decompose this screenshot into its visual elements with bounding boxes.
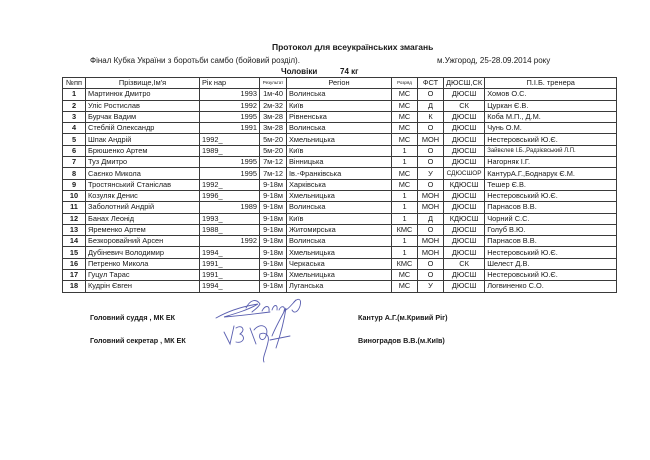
school-cell: ДЮСШ [444, 281, 485, 292]
athlete-name-cell: Петренко Микола [86, 258, 200, 269]
athlete-name-cell: Яременко Артем [86, 224, 200, 235]
school-cell: ДЮСШ [444, 224, 485, 235]
table-row [63, 157, 617, 168]
athlete-name-cell: Козуляк Денис [86, 190, 200, 201]
fst-cell: О [418, 157, 444, 168]
region-cell: Черкаська [287, 258, 392, 269]
rank-cell: 1 [392, 247, 418, 258]
fst-cell: О [418, 179, 444, 190]
birth-year-cell: 1995 [200, 157, 260, 168]
school-cell: СК [444, 258, 485, 269]
birth-year-cell: 1996_ [200, 190, 260, 201]
birth-year-cell: 1991_ [200, 258, 260, 269]
rank-cell: МС [392, 281, 418, 292]
result-cell: 9-18м [260, 213, 287, 224]
row-number-cell: 13 [63, 224, 86, 235]
athlete-name-cell: Гуцул Тарас [86, 270, 200, 281]
table-row [63, 224, 617, 235]
category-label: Чоловіки [281, 67, 318, 76]
result-cell: 9-18м [260, 281, 287, 292]
region-cell: Волинська [287, 202, 392, 213]
result-cell: 9-18м [260, 270, 287, 281]
result-cell: 9-18м [260, 247, 287, 258]
birth-year-cell: 1995 [200, 111, 260, 122]
result-cell: 9-18м [260, 202, 287, 213]
region-cell: Київ [287, 213, 392, 224]
fst-cell: МОН [418, 202, 444, 213]
row-number-cell: 3 [63, 111, 86, 122]
school-cell: КДЮСШ [444, 179, 485, 190]
secretary-label: Головний секретар , МК ЕК [90, 336, 186, 345]
region-cell: Волинська [287, 236, 392, 247]
result-cell: 1м-40 [260, 89, 287, 100]
fst-cell: МОН [418, 134, 444, 145]
table-row [63, 111, 617, 122]
school-cell: ДЮСШ [444, 111, 485, 122]
coach-name-cell: Чунь О.М. [485, 123, 617, 134]
table-header-row [63, 78, 617, 89]
row-number-cell: 12 [63, 213, 86, 224]
table-row [63, 100, 617, 111]
coach-name-cell: Нестеровський Ю.Є. [485, 247, 617, 258]
school-cell: ДЮСШ [444, 270, 485, 281]
col-header-year: Рік нар [200, 78, 260, 89]
school-cell: ДЮСШ [444, 247, 485, 258]
athlete-name-cell: Шпак Андрій [86, 134, 200, 145]
judge-name: Кантур А.Г.(м.Кривий Ріг) [358, 313, 448, 322]
coach-name-cell: Тешер Є.В. [485, 179, 617, 190]
fst-cell: О [418, 258, 444, 269]
result-cell: 9-18м [260, 258, 287, 269]
school-cell: ДЮСШ [444, 145, 485, 156]
coach-name-cell: Нагорняк І.Г. [485, 157, 617, 168]
fst-cell: О [418, 123, 444, 134]
fst-cell: О [418, 224, 444, 235]
coach-name-cell: Парнасов В.В. [485, 236, 617, 247]
protocol-title: Протокол для всеукраїнських змагань [272, 42, 434, 52]
result-cell: 9-18м [260, 236, 287, 247]
table-row [63, 236, 617, 247]
region-cell: Київ [287, 100, 392, 111]
rank-cell: МС [392, 111, 418, 122]
table-row [63, 247, 617, 258]
school-cell: СДЮСШОР [444, 168, 485, 179]
region-cell: Вінницька [287, 157, 392, 168]
region-cell: Луганська [287, 281, 392, 292]
fst-cell: МОН [418, 247, 444, 258]
coach-name-cell: Голуб В.Ю. [485, 224, 617, 235]
athlete-name-cell: Стеблій Олександр [86, 123, 200, 134]
secretary-name: Виноградов В.В.(м.Київ) [358, 336, 445, 345]
result-cell: 5м-20 [260, 145, 287, 156]
row-number-cell: 11 [63, 202, 86, 213]
row-number-cell: 5 [63, 134, 86, 145]
result-cell: 3м-28 [260, 111, 287, 122]
region-cell: Ів.-Франківська [287, 168, 392, 179]
col-header-region: Регіон [287, 78, 392, 89]
coach-name-cell: КантурА.Г.,Боднарук Є.М. [485, 168, 617, 179]
result-cell: 3м-28 [260, 123, 287, 134]
rank-cell: 1 [392, 190, 418, 201]
col-header-coach: П.І.Б. тренера [485, 78, 617, 89]
rank-cell: 1 [392, 145, 418, 156]
row-number-cell: 14 [63, 236, 86, 247]
row-number-cell: 15 [63, 247, 86, 258]
coach-name-cell: Хомов О.С. [485, 89, 617, 100]
athlete-name-cell: Тростянський Станіслав [86, 179, 200, 190]
coach-name-cell: Нестеровський Ю.Є. [485, 190, 617, 201]
row-number-cell: 7 [63, 157, 86, 168]
rank-cell: МС [392, 123, 418, 134]
col-header-number: №пп [63, 78, 86, 89]
rank-cell: МС [392, 168, 418, 179]
coach-name-cell: Нестеровський Ю.Є. [485, 270, 617, 281]
school-cell: КДЮСШ [444, 213, 485, 224]
result-cell: 2м-32 [260, 100, 287, 111]
row-number-cell: 6 [63, 145, 86, 156]
rank-cell: МС [392, 179, 418, 190]
row-number-cell: 17 [63, 270, 86, 281]
table-row [63, 179, 617, 190]
col-header-result: Результат [260, 78, 287, 89]
coach-name-cell: Логвиненко С.О. [485, 281, 617, 292]
birth-year-cell: 1993 [200, 89, 260, 100]
region-cell: Харківська [287, 179, 392, 190]
row-number-cell: 8 [63, 168, 86, 179]
athlete-name-cell: Бурчак Вадим [86, 111, 200, 122]
table-row [63, 270, 617, 281]
table-row [63, 168, 617, 179]
school-cell: СК [444, 100, 485, 111]
judge-label: Головний суддя , МК ЕК [90, 313, 176, 322]
region-cell: Хмельницька [287, 190, 392, 201]
birth-year-cell: 1992_ [200, 179, 260, 190]
rank-cell: 1 [392, 157, 418, 168]
fst-cell: К [418, 111, 444, 122]
fst-cell: У [418, 281, 444, 292]
birth-year-cell: 1992 [200, 100, 260, 111]
school-cell: ДЮСШ [444, 134, 485, 145]
weight-class: 74 кг [340, 67, 359, 76]
birth-year-cell: 1988_ [200, 224, 260, 235]
rank-cell: МС [392, 100, 418, 111]
school-cell: ДЮСШ [444, 157, 485, 168]
fst-cell: МОН [418, 190, 444, 201]
rank-cell: 1 [392, 213, 418, 224]
region-cell: Хмельницька [287, 270, 392, 281]
birth-year-cell: 1993_ [200, 213, 260, 224]
fst-cell: Д [418, 100, 444, 111]
table-row [63, 190, 617, 201]
coach-name-cell: Коба М.П., Д.М. [485, 111, 617, 122]
region-cell: Рівненська [287, 111, 392, 122]
fst-cell: Д [418, 213, 444, 224]
result-cell: 9-18м [260, 224, 287, 235]
rank-cell: 1 [392, 236, 418, 247]
row-number-cell: 2 [63, 100, 86, 111]
region-cell: Волинська [287, 123, 392, 134]
rank-cell: МС [392, 89, 418, 100]
col-header-rank: Розряд [392, 78, 418, 89]
row-number-cell: 4 [63, 123, 86, 134]
row-number-cell: 16 [63, 258, 86, 269]
coach-name-cell: Зайвєлев І.Б.,Радзієвський Л.П. [485, 145, 617, 156]
school-cell: ДЮСШ [444, 202, 485, 213]
athlete-name-cell: Дубіневич Володимир [86, 247, 200, 258]
table-row [63, 213, 617, 224]
birth-year-cell: 1989 [200, 202, 260, 213]
athlete-name-cell: Туз Дмитро [86, 157, 200, 168]
region-cell: Хмельницька [287, 247, 392, 258]
coach-name-cell: Парнасов В.В. [485, 202, 617, 213]
birth-year-cell: 1992 [200, 236, 260, 247]
row-number-cell: 9 [63, 179, 86, 190]
school-cell: ДЮСШ [444, 123, 485, 134]
coach-name-cell: Цуркан Є.В. [485, 100, 617, 111]
rank-cell: МС [392, 270, 418, 281]
table-body [63, 89, 617, 292]
result-cell: 5м-20 [260, 134, 287, 145]
region-cell: Волинська [287, 89, 392, 100]
coach-name-cell: Шелест Д.В. [485, 258, 617, 269]
row-number-cell: 18 [63, 281, 86, 292]
region-cell: Житомирська [287, 224, 392, 235]
birth-year-cell: 1994_ [200, 247, 260, 258]
rank-cell: КМС [392, 224, 418, 235]
athlete-name-cell: Брюшенко Артем [86, 145, 200, 156]
athlete-name-cell: Кудрін Євген [86, 281, 200, 292]
col-header-school: ДЮСШ,СК [444, 78, 485, 89]
athlete-name-cell: Саєнко Микола [86, 168, 200, 179]
table-row [63, 281, 617, 292]
fst-cell: О [418, 145, 444, 156]
table-row [63, 258, 617, 269]
signature-graphics [210, 296, 320, 366]
birth-year-cell: 1991 [200, 123, 260, 134]
results-table [62, 77, 617, 293]
table-row [63, 89, 617, 100]
rank-cell: 1 [392, 202, 418, 213]
coach-name-cell: Нестеровський Ю.Є. [485, 134, 617, 145]
row-number-cell: 1 [63, 89, 86, 100]
rank-cell: МС [392, 134, 418, 145]
table-row [63, 202, 617, 213]
result-cell: 7м-12 [260, 168, 287, 179]
fst-cell: О [418, 89, 444, 100]
result-cell: 9-18м [260, 190, 287, 201]
col-header-name: Прізвище,Ім'я [86, 78, 200, 89]
place-date: м.Ужгород, 25-28.09.2014 року [437, 56, 551, 65]
table-row [63, 123, 617, 134]
school-cell: ДЮСШ [444, 190, 485, 201]
table-row [63, 134, 617, 145]
col-header-fst: ФСТ [418, 78, 444, 89]
coach-name-cell: Чорний С.С. [485, 213, 617, 224]
region-cell: Київ [287, 145, 392, 156]
athlete-name-cell: Заболотний Андрій [86, 202, 200, 213]
row-number-cell: 10 [63, 190, 86, 201]
athlete-name-cell: Мартинюк Дмитро [86, 89, 200, 100]
fst-cell: О [418, 270, 444, 281]
fst-cell: У [418, 168, 444, 179]
athlete-name-cell: Безкоровайний Арсен [86, 236, 200, 247]
judge-signature [216, 299, 301, 318]
athlete-name-cell: Уліс Ростислав [86, 100, 200, 111]
birth-year-cell: 1994_ [200, 281, 260, 292]
competition-subtitle: Фінал Кубка України з боротьби самбо (бойовий розділ). [90, 56, 300, 65]
result-cell: 7м-12 [260, 157, 287, 168]
birth-year-cell: 1989_ [200, 145, 260, 156]
athlete-name-cell: Банах Леонід [86, 213, 200, 224]
birth-year-cell: 1991_ [200, 270, 260, 281]
rank-cell: КМС [392, 258, 418, 269]
school-cell: ДЮСШ [444, 236, 485, 247]
school-cell: ДЮСШ [444, 89, 485, 100]
birth-year-cell: 1995 [200, 168, 260, 179]
region-cell: Хмельницька [287, 134, 392, 145]
result-cell: 9-18м [260, 179, 287, 190]
birth-year-cell: 1992_ [200, 134, 260, 145]
fst-cell: МОН [418, 236, 444, 247]
table-row [63, 145, 617, 156]
